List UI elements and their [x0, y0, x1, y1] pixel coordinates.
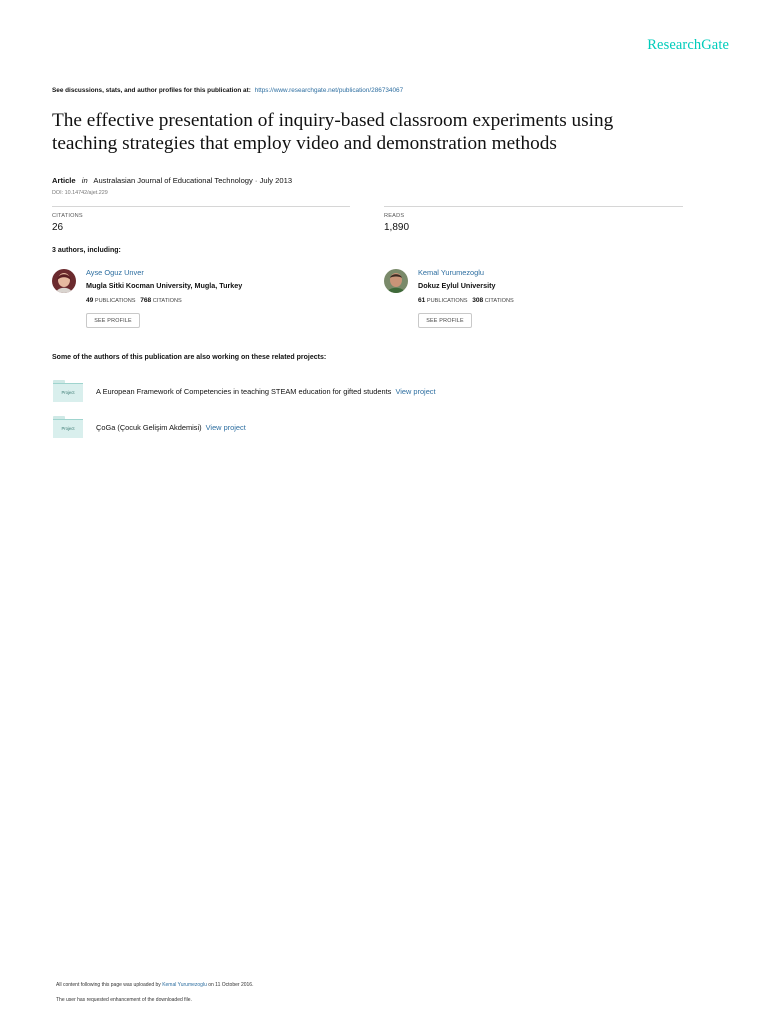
- author-avatar[interactable]: [384, 269, 408, 293]
- view-project-link[interactable]: View project: [395, 387, 436, 396]
- project-icon-label: Project: [53, 383, 83, 402]
- author-publications-label: PUBLICATIONS: [426, 298, 468, 304]
- citations-count: 26: [52, 222, 64, 233]
- author-citations-count: 768: [140, 297, 152, 304]
- journal-name[interactable]: Australasian Journal of Educational Technology · July 2013: [93, 176, 293, 185]
- citations-label: CITATIONS: [52, 213, 83, 219]
- author-stats: [418, 297, 514, 304]
- see-discussions-line: [52, 87, 403, 94]
- article-meta: [52, 176, 292, 185]
- researchgate-logo[interactable]: ResearchGate: [647, 37, 729, 53]
- page-title: [52, 109, 712, 155]
- view-project-link[interactable]: View project: [205, 423, 246, 432]
- see-discussions-text: See discussions, stats, and author profiles for this publication at:: [52, 87, 251, 94]
- project-icon-label: Project: [53, 419, 83, 438]
- author-institution: Dokuz Eylul University: [418, 281, 496, 290]
- author-publications-count: 49: [86, 297, 94, 304]
- author-institution: Mugla Sitki Kocman University, Mugla, Turkey: [86, 281, 243, 290]
- author-name-link[interactable]: Ayse Oguz Unver: [86, 268, 144, 277]
- project-title: ÇoGa (Çocuk Gelişim Akdemisi): [96, 423, 202, 432]
- project-item: [96, 387, 436, 396]
- reads-count: 1,890: [384, 222, 410, 233]
- author-name-link[interactable]: Kemal Yurumezoglu: [418, 268, 485, 277]
- title-line-2: teaching strategies that employ video and demonstration methods: [52, 133, 557, 154]
- enhancement-note: The user has requested enhancement of the downloaded file.: [56, 997, 192, 1003]
- title-line-1: The effective presentation of inquiry-based classroom experiments using: [52, 110, 614, 131]
- project-item: [96, 423, 246, 432]
- author-photo-icon: [384, 269, 408, 293]
- author-citations-count: 308: [472, 297, 484, 304]
- uploader-link[interactable]: Kemal Yurumezoglu: [162, 982, 207, 988]
- upload-suffix: on 11 October 2016.: [208, 982, 254, 988]
- author-citations-label: CITATIONS: [152, 298, 182, 304]
- author-citations-label: CITATIONS: [484, 298, 514, 304]
- authors-heading: 3 authors, including:: [52, 247, 121, 254]
- author-publications-label: PUBLICATIONS: [94, 298, 136, 304]
- publication-url-link[interactable]: https://www.researchgate.net/publication/286734067: [254, 87, 404, 94]
- article-in: in: [81, 176, 88, 185]
- author-stats: [86, 297, 182, 304]
- project-folder-icon[interactable]: [53, 416, 83, 438]
- author-publications-count: 61: [418, 297, 426, 304]
- reads-label: READS: [384, 213, 405, 219]
- upload-note: [56, 982, 253, 988]
- stats-divider-right: [384, 206, 683, 207]
- doi: DOI: 10.14742/ajet.229: [52, 190, 108, 196]
- see-profile-button[interactable]: SEE PROFILE: [418, 313, 472, 328]
- project-title: A European Framework of Competencies in teaching STEAM education for gifted students: [96, 387, 392, 396]
- article-type: Article: [52, 176, 76, 185]
- stats-divider-left: [52, 206, 350, 207]
- see-profile-button[interactable]: SEE PROFILE: [86, 313, 140, 328]
- author-avatar[interactable]: [52, 269, 76, 293]
- project-folder-icon[interactable]: [53, 380, 83, 402]
- upload-prefix: All content following this page was uploaded by: [56, 982, 161, 988]
- related-projects-heading: Some of the authors of this publication are also working on these related projects:: [52, 354, 327, 361]
- author-photo-icon: [52, 269, 76, 293]
